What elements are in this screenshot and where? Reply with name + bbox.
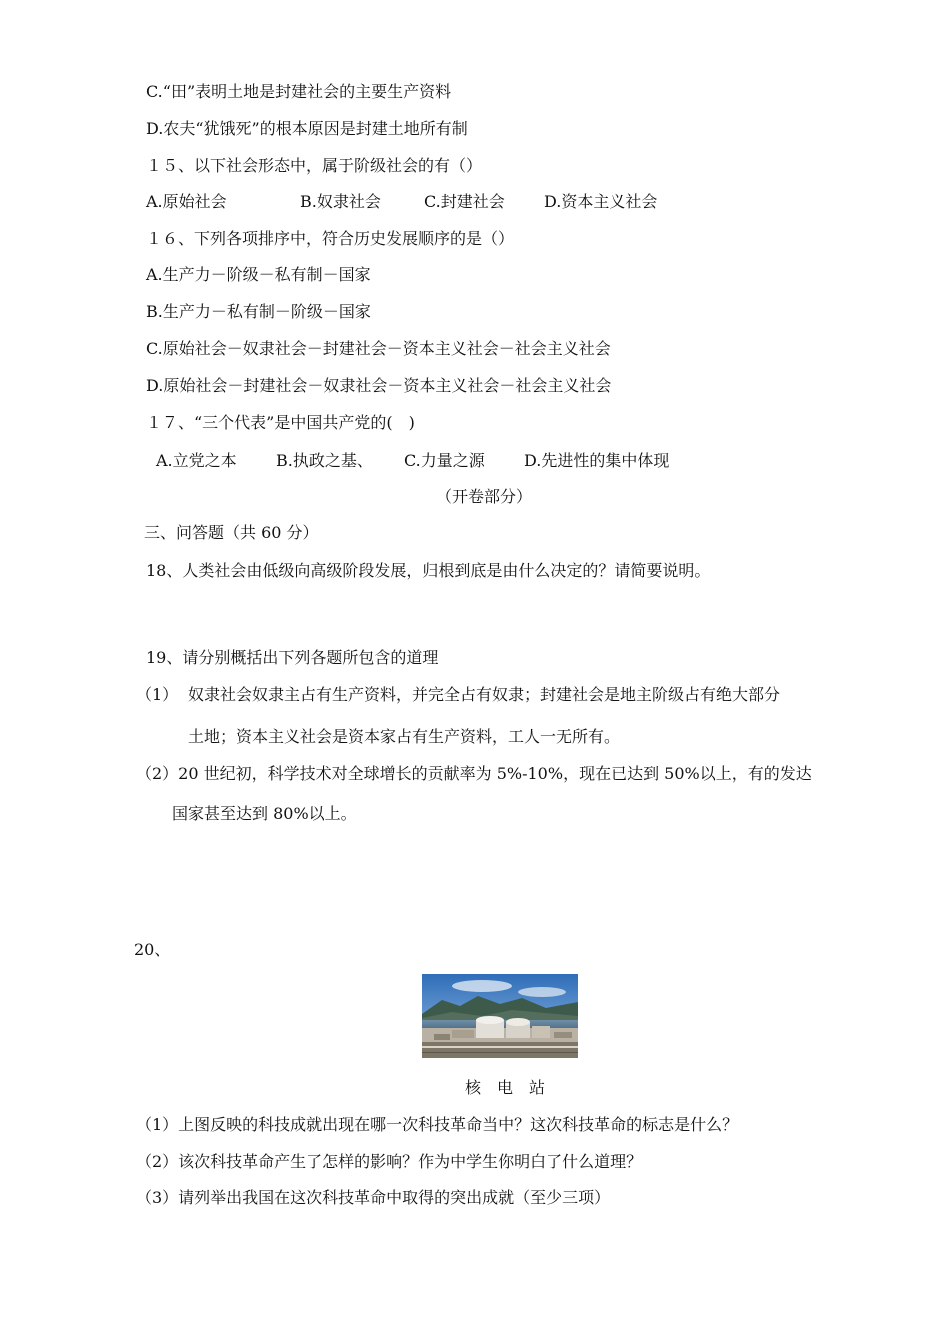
- q16-stem: １６、下列各项排序中，符合历史发展顺序的是（）: [146, 229, 515, 248]
- q17-stem: １７、“三个代表”是中国共产党的( ): [146, 413, 415, 432]
- part3-header: 三、问答题（共 60 分）: [144, 523, 319, 542]
- q19-item1-line2: 土地；资本主义社会是资本家占有生产资料，工人一无所有。: [188, 727, 621, 746]
- q17-option-d: D.先进性的集中体现: [524, 451, 670, 470]
- q20-number: 20、: [134, 940, 171, 959]
- q16-option-a: A.生产力－阶级－私有制－国家: [146, 265, 371, 284]
- q17-option-b: B.执政之基、: [276, 451, 373, 470]
- nuclear-power-station-photo: [422, 974, 578, 1058]
- q15-option-a: A.原始社会: [146, 192, 227, 211]
- q19-stem: 19、请分别概括出下列各题所包含的道理: [146, 648, 439, 667]
- q14-option-d: D.农夫“犹饿死”的根本原因是封建土地所有制: [146, 119, 468, 138]
- q14-option-c: C.“田”表明土地是封建社会的主要生产资料: [146, 82, 452, 101]
- q15-stem: １５、以下社会形态中，属于阶级社会的有（）: [146, 156, 483, 175]
- q15-option-d: D.资本主义社会: [544, 192, 658, 211]
- q18-text: 18、人类社会由低级向高级阶段发展，归根到底是由什么决定的？请简要说明。: [146, 561, 711, 580]
- q15-option-c: C.封建社会: [424, 192, 505, 211]
- q17-option-a: A.立党之本: [156, 451, 237, 470]
- q17-option-c: C.力量之源: [404, 451, 485, 470]
- open-book-label: （开卷部分）: [436, 487, 533, 506]
- q16-option-d: D.原始社会－封建社会－奴隶社会－资本主义社会－社会主义社会: [146, 376, 612, 395]
- image-caption: 核 电 站: [465, 1078, 546, 1097]
- q19-item1-line1: 奴隶社会奴隶主占有生产资料，并完全占有奴隶；封建社会是地主阶级占有绝大部分: [188, 685, 781, 704]
- q16-option-c: C.原始社会－奴隶社会－封建社会－资本主义社会－社会主义社会: [146, 339, 611, 358]
- q19-item2-line1: （2）20 世纪初，科学技术对全球增长的贡献率为 5%-10%，现在已达到 50%以上，有的发达: [136, 764, 812, 783]
- q16-option-b: B.生产力－私有制－阶级－国家: [146, 302, 371, 321]
- q20-sub2: （2）该次科技革命产生了怎样的影响？作为中学生你明白了什么道理？: [136, 1152, 643, 1171]
- q20-sub3: （3）请列举出我国在这次科技革命中取得的突出成就（至少三项）: [136, 1188, 611, 1207]
- q19-item2-line2: 国家甚至达到 80%以上。: [172, 804, 357, 823]
- q20-sub1: （1）上图反映的科技成就出现在哪一次科技革命当中？这次科技革命的标志是什么？: [136, 1115, 739, 1134]
- q15-option-b: B.奴隶社会: [300, 192, 381, 211]
- q19-item1-number: （1）: [136, 685, 179, 704]
